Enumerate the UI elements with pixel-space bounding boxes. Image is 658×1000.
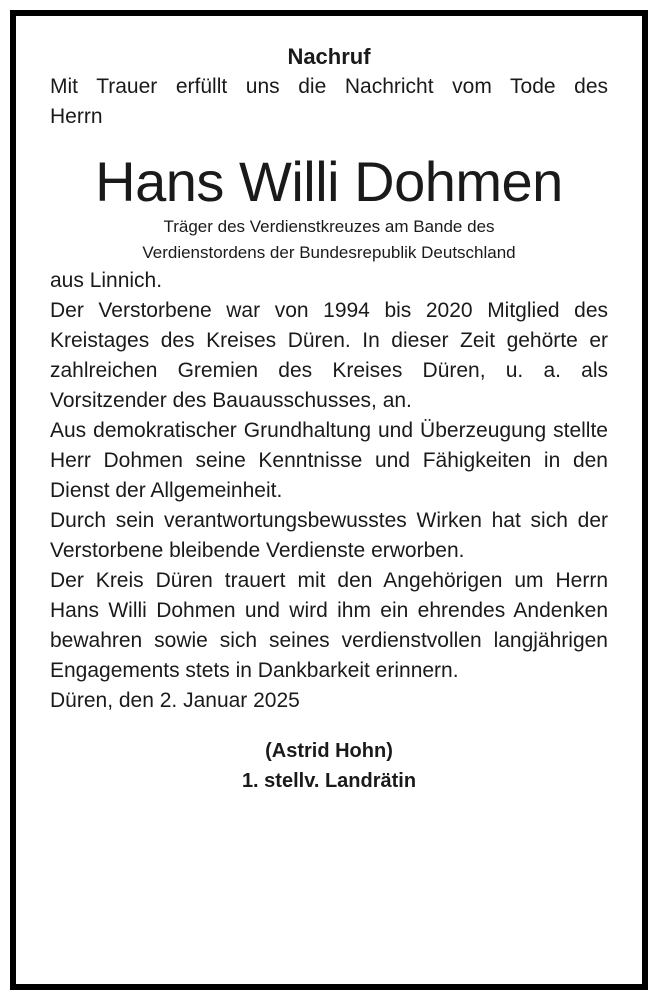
honor-line-2: Verdienstordens der Bundesrepublik Deutschland: [142, 243, 516, 262]
dateline: Düren, den 2. Januar 2025: [50, 689, 300, 712]
obituary-frame: [10, 10, 648, 990]
paragraph-career: Der Verstorbene war von 1994 bis 2020 Mitglied des Kreistages des Kreises Düren. In dieser Zeit gehörte er zahlreichen Gremien des Kreises Düren, u. a. als Vorsitzender des Bauausschusses, an.: [50, 299, 608, 412]
obituary-content: [50, 42, 608, 796]
obituary-heading: Nachruf: [287, 44, 371, 69]
signatory-name: (Astrid Hohn): [265, 740, 393, 762]
signatory-title: 1. stellv. Landrätin: [241, 770, 417, 792]
intro-line-2: Herrn: [50, 105, 103, 128]
signature-block: [50, 736, 608, 796]
honor-line-1: Träger des Verdienstkreuzes am Bande des: [163, 217, 495, 236]
deceased-name: Hans Willi Dohmen: [95, 150, 563, 213]
origin-text: aus Linnich.: [50, 269, 163, 292]
paragraph-mourning: Der Kreis Düren trauert mit den Angehörigen um Herrn Hans Willi Dohmen und wird ihm ein ehrendes Andenken bewahren sowie sich seines verdienstvollen langjährigen Engagements stets in Dankbarkeit erinnern.: [50, 569, 608, 682]
intro-line-1: Mit Trauer erfüllt uns die Nachricht vom Tode des: [50, 75, 608, 98]
paragraph-merits: Durch sein verantwortungsbewusstes Wirken hat sich der Verstorbene bleibende Verdienste erworben.: [50, 509, 608, 562]
paragraph-commitment: Aus demokratischer Grundhaltung und Überzeugung stellte Herr Dohmen seine Kenntnisse und Fähigkeiten in den Dienst der Allgemeinheit.: [50, 419, 608, 502]
